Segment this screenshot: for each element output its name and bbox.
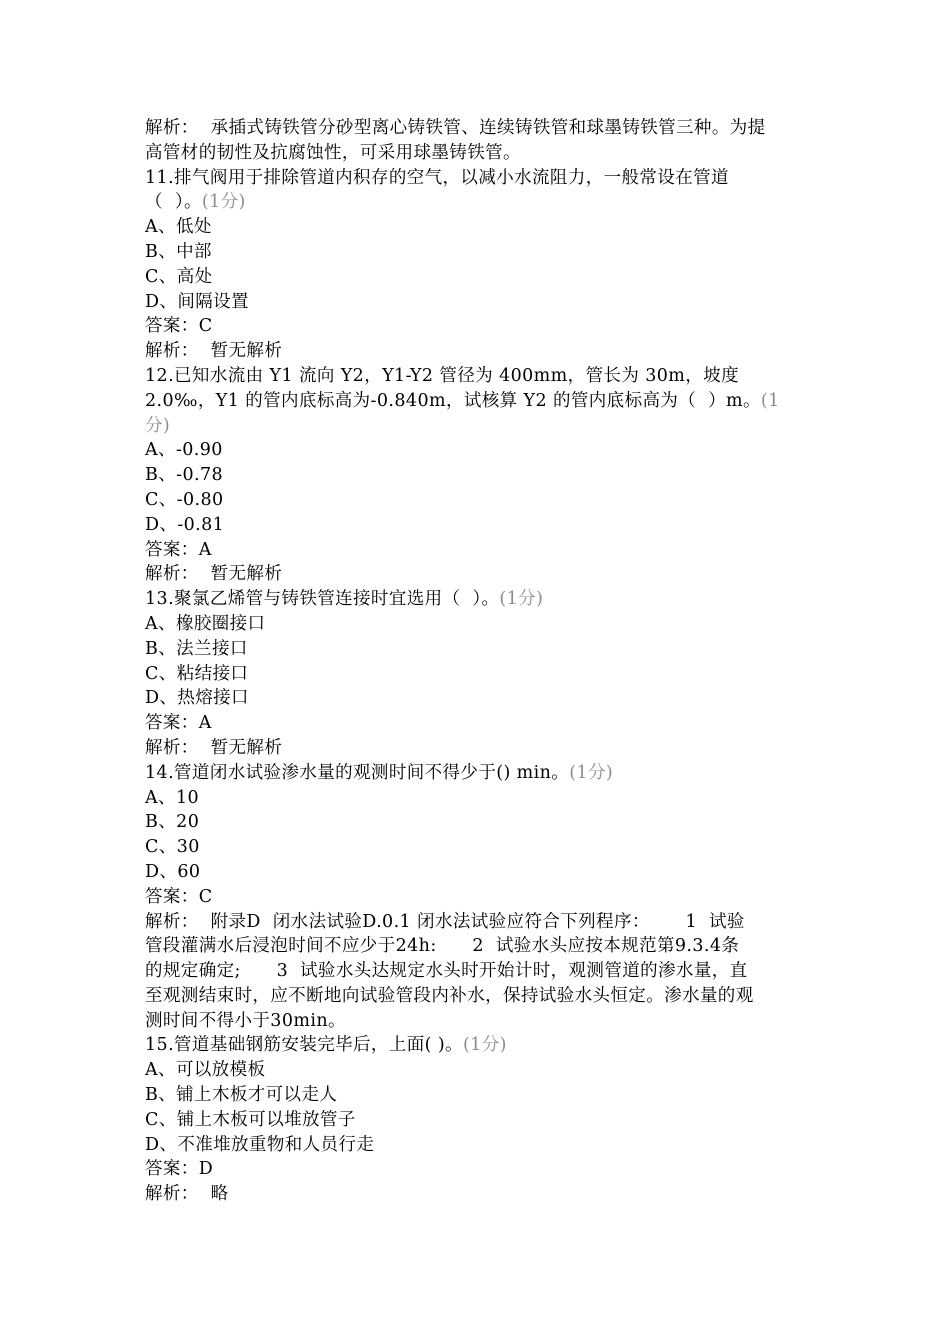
question-stem (145, 587, 815, 612)
option-a: A、可以放模板 (145, 1060, 266, 1081)
question-stem-text: （ ）。 (145, 192, 202, 213)
option-d: D、60 (145, 861, 201, 882)
score-label: (1分) (462, 1035, 507, 1056)
question-14 (145, 761, 815, 1034)
answer: 答案：C (145, 316, 213, 337)
analysis-line-4: 至观测结束时，应不断地向试验管段内补水，保持试验水头恒定。渗水量的观 (145, 985, 754, 1006)
question-13 (145, 587, 815, 761)
option-d: D、不准堆放重物和人员行走 (145, 1134, 375, 1155)
option-a: A、低处 (145, 217, 212, 238)
option-c: C、高处 (145, 266, 213, 287)
analysis-line-3: 的规定确定; 3 试验水头达规定水头时开始计时，观测管道的渗水量，直 (145, 961, 748, 982)
score-label: (1分) (499, 589, 544, 610)
document-page (145, 116, 815, 1207)
score-label-part-2: 分) (145, 415, 171, 436)
question-stem-line-1: 12.已知水流由 Y1 流向 Y2，Y1-Y2 管径为 400mm，管长为 30m，坡度 (145, 365, 739, 386)
option-b: B、法兰接口 (145, 638, 248, 659)
option-b: B、-0.78 (145, 465, 224, 486)
intro-analysis-line-1: 解析： 承插式铸铁管分砂型离心铸铁管、连续铸铁管和球墨铸铁管三种。为提 (145, 118, 766, 138)
option-c: C、-0.80 (145, 489, 224, 510)
analysis-line-5: 测时间不得小于30min。 (145, 1010, 346, 1031)
question-stem-text: 14.管道闭水试验渗水量的观测时间不得少于() min。 (145, 762, 570, 783)
analysis: 解析： 略 (145, 1184, 229, 1205)
question-stem (145, 1033, 815, 1058)
analysis: 解析： 暂无解析 (145, 737, 283, 758)
score-label-part-1: (1 (760, 390, 780, 411)
option-d: D、-0.81 (145, 514, 225, 535)
answer: 答案：C (145, 886, 213, 907)
score-label: (1分) (201, 192, 246, 213)
answer: 答案：D (145, 1159, 214, 1180)
option-b: B、20 (145, 812, 200, 833)
option-b: B、中部 (145, 241, 212, 262)
option-c: C、粘结接口 (145, 663, 249, 684)
question-stem-text: 15.管道基础钢筋安装完毕后，上面( )。 (145, 1035, 463, 1056)
option-a: A、橡胶圈接口 (145, 613, 266, 634)
score-label: (1分) (569, 762, 614, 783)
analysis-line-2: 管段灌满水后浸泡时间不应少于24h: 2 试验水头应按本规范第9.3.4条 (145, 936, 740, 957)
question-stem-line-2 (145, 190, 815, 215)
option-b: B、铺上木板才可以走人 (145, 1085, 338, 1106)
question-stem-line-1: 11.排气阀用于排除管道内积存的空气，以减小水流阻力，一般常设在管道 (145, 167, 729, 188)
option-c: C、铺上木板可以堆放管子 (145, 1109, 356, 1130)
question-stem-text: 13.聚氯乙烯管与铸铁管连接时宜选用（ ）。 (145, 589, 500, 610)
question-11 (145, 166, 815, 364)
option-a: A、10 (145, 787, 200, 808)
analysis: 解析： 暂无解析 (145, 564, 283, 585)
question-stem-text: 2.0‰，Y1 的管内底标高为-0.840m，试核算 Y2 的管内底标高为（ ）m。 (145, 390, 761, 411)
option-a: A、-0.90 (145, 440, 223, 461)
analysis-line-1: 解析： 附录D 闭水法试验D.0.1 闭水法试验应符合下列程序： 1 试验 (145, 911, 745, 932)
question-stem (145, 761, 815, 786)
question-12 (145, 364, 815, 587)
option-d: D、热熔接口 (145, 688, 249, 709)
question-15 (145, 1033, 815, 1207)
intro-analysis-line-2: 高管材的韧性及抗腐蚀性，可采用球墨铸铁管。 (145, 142, 521, 163)
analysis: 解析： 暂无解析 (145, 341, 283, 362)
option-d: D、间隔设置 (145, 291, 249, 312)
question-stem-line-2 (145, 389, 815, 414)
answer: 答案：A (145, 539, 212, 560)
option-c: C、30 (145, 837, 200, 858)
answer: 答案：A (145, 713, 212, 734)
